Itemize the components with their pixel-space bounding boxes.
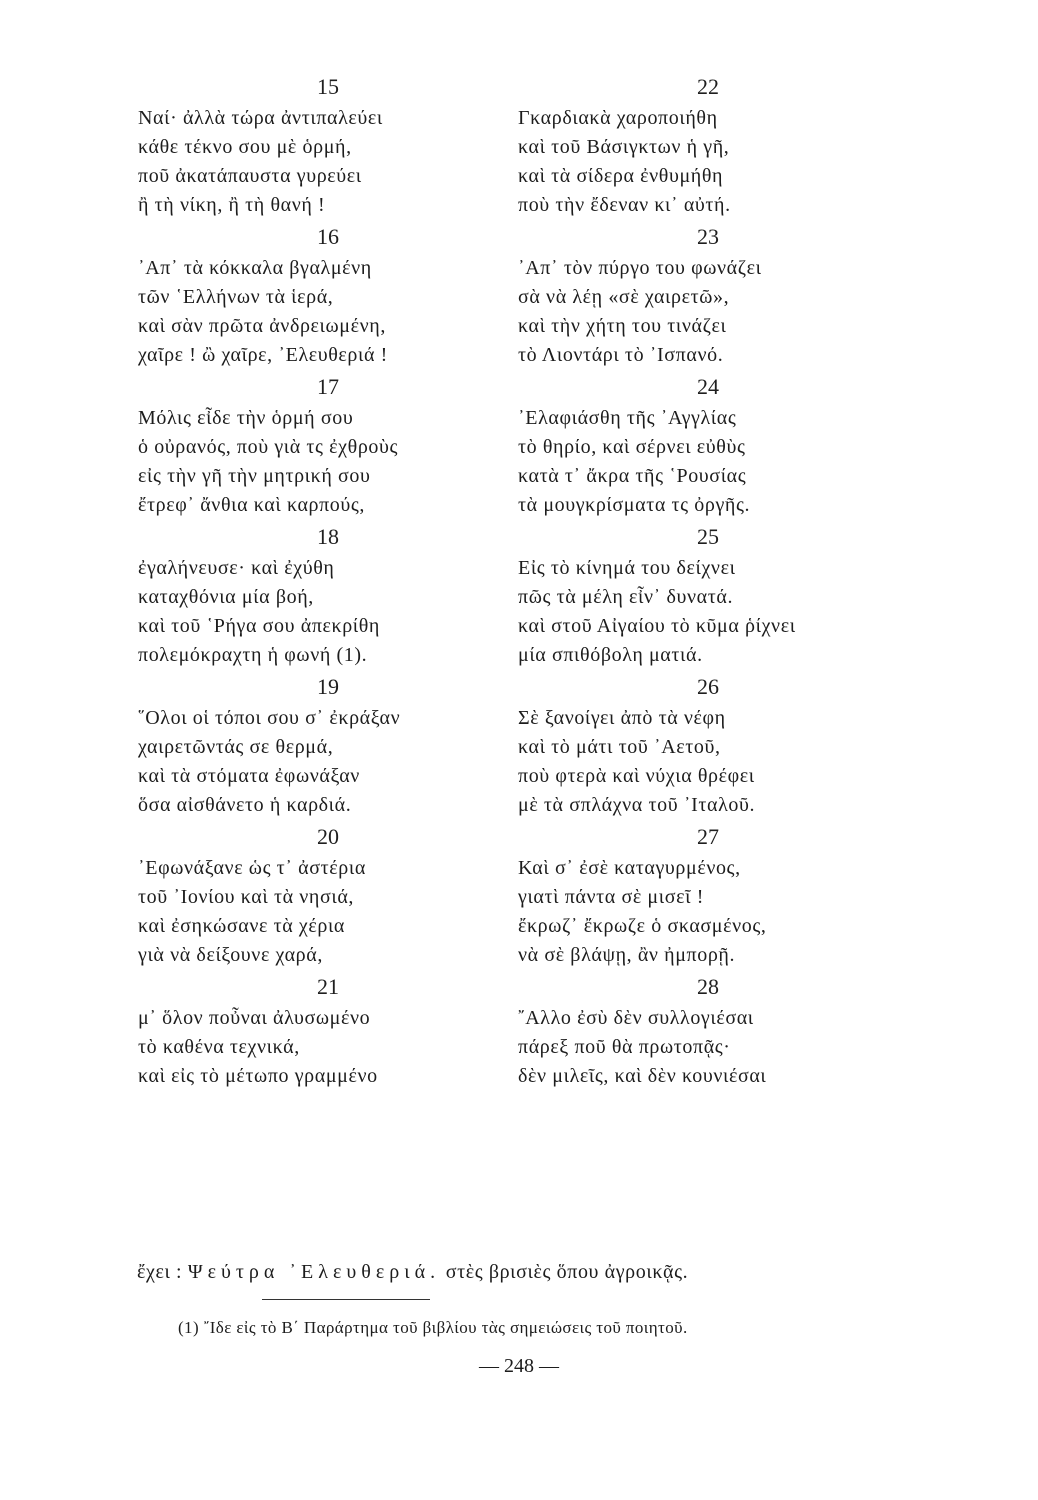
stanza	[138, 670, 518, 820]
stanza-number: 27	[697, 824, 719, 849]
verse-line: καὶ τὰ στόματα ἐφωνάξαν	[138, 765, 360, 787]
stanza	[518, 70, 898, 220]
verse-line: Σὲ ξανοίγει ἀπὸ τὰ νέφη	[518, 707, 726, 729]
verse-line: κατὰ τ᾿ ἄκρα τῆς ῾Ρουσίας	[518, 465, 747, 487]
verse-line: ᾿Απ᾿ τὰ κόκκαλα βγαλμένη	[138, 257, 372, 279]
closing-line-spaced: Ψεύτρα ᾿Ελευθεριά.	[187, 1261, 441, 1283]
stanza-number: 20	[317, 824, 339, 849]
stanza-number: 25	[697, 524, 719, 549]
footnote-divider	[262, 1299, 430, 1300]
verse-line: τὸ θηρίο, καὶ σέρνει εὐθὺς	[518, 436, 746, 458]
verse-line: γιὰ νὰ δείξουνε χαρά,	[138, 944, 323, 966]
stanza	[138, 220, 518, 370]
stanza-number: 24	[697, 374, 719, 399]
stanza-number: 21	[317, 974, 339, 999]
left-column	[138, 70, 518, 1091]
verse-line: σὰ νὰ λέῃ «σὲ χαιρετῶ»,	[518, 286, 730, 308]
stanza-number: 16	[317, 224, 339, 249]
verse-line: καταχθόνια μία βοή,	[138, 586, 314, 608]
stanza-number: 23	[697, 224, 719, 249]
verse-line: δὲν μιλεῖς, καὶ δὲν κουνιέσαι	[518, 1065, 767, 1087]
verse-line: πάρεξ ποῦ θὰ πρωτοπᾷς·	[518, 1036, 731, 1058]
page-number: — 248 —	[479, 1355, 559, 1377]
verse-line: Ναί· ἀλλὰ τώρα ἀντιπαλεύει	[138, 107, 383, 129]
stanza-number: 19	[317, 674, 339, 699]
verse-line: Καὶ σ᾿ ἐσὲ καταγυρμένος,	[518, 857, 741, 879]
verse-line: μία σπιθόβολη ματιά.	[518, 644, 703, 666]
stanza	[138, 970, 518, 1091]
closing-line-start: ἔχει :	[137, 1261, 183, 1283]
closing-line-end: στὲς βρισιὲς ὅπου ἀγροικᾷς.	[445, 1261, 689, 1283]
right-column	[518, 70, 898, 1091]
verse-line: πoὺ τὴν ἔδεναν κι᾿ αὐτή.	[518, 194, 731, 216]
verse-line: ᾿Απ᾿ τὸν πύργο του φωνάζει	[518, 257, 762, 279]
verse-line: τὰ μουγκρίσματα τς ὀργῆς.	[518, 494, 751, 516]
verse-line: κάθε τέκνο σου μὲ ὁρμή,	[138, 136, 352, 158]
verse-line: ᾿Εφωνάξανε ὡς τ᾿ ἀστέρια	[138, 857, 366, 879]
stanza	[518, 970, 898, 1091]
stanza-number: 26	[697, 674, 719, 699]
verse-line: καὶ ἐσηκώσανε τὰ χέρια	[138, 915, 345, 937]
verse-line: καὶ τὴν χήτη του τινάζει	[518, 315, 727, 337]
stanza-number: 18	[317, 524, 339, 549]
verse-line: πῶς τὰ μέλη εἶν᾿ δυνατά.	[518, 586, 734, 608]
verse-line: πολεμόκραχτη ἡ φωνή (1).	[138, 644, 368, 666]
verse-line: τὸ Λιοντάρι τὸ ᾿Ισπανό.	[518, 344, 724, 366]
stanza	[518, 520, 898, 670]
verse-line: καὶ τοῦ Βάσιγκτων ἡ γῆ,	[518, 136, 730, 158]
verse-line: ἔτρεφ᾿ ἄνθια καὶ καρπούς,	[138, 494, 366, 516]
stanza	[518, 370, 898, 520]
verse-line: ᾿Ελαφιάσθη τῆς ᾿Αγγλίας	[518, 407, 737, 429]
verse-line: μὲ τὰ σπλάχνα τοῦ ᾿Ιταλοῦ.	[518, 794, 756, 816]
verse-line: ἐγαλήνευσε· καὶ ἐχύθη	[138, 557, 335, 579]
verse-line: ὅσα αἰσθάνετο ἡ καρδιά.	[138, 794, 352, 816]
stanza	[518, 670, 898, 820]
verse-line: ῎Αλλο ἐσὺ δὲν συλλογιέσαι	[518, 1007, 754, 1029]
footnote: (1) ῎Ιδε εἰς τὸ Β΄ Παράρτημα τοῦ βιβλίου τὰς σημειώσεις τοῦ ποιητοῦ.	[178, 1318, 688, 1337]
stanza	[138, 370, 518, 520]
verse-line: καὶ τοῦ ῾Ρήγα σου ἀπεκρίθη	[138, 615, 380, 637]
verse-line: ὁ οὐρανός, ποὺ γιὰ τς ἐχθροὺς	[138, 436, 399, 458]
stanza-number: 17	[317, 374, 339, 399]
verse-line: τοῦ ᾿Ιονίου καὶ τὰ νησιά,	[138, 886, 355, 908]
verse-line: ποῦ ἀκατάπαυστα γυρεύει	[138, 165, 362, 187]
verse-line: ῞Ολοι οἱ τόποι σου σ᾿ ἐκράξαν	[138, 707, 401, 729]
stanza	[518, 820, 898, 970]
verse-line: Εἰς τὸ κίνημά του δείχνει	[518, 557, 736, 579]
verse-line: καὶ εἰς τὸ μέτωπο γραμμένο	[138, 1065, 378, 1087]
verse-line: ποὺ φτερὰ καὶ νύχια θρέφει	[518, 765, 755, 787]
stanza	[138, 70, 518, 220]
verse-line: καὶ σὰν πρῶτα ἀνδρειωμένη,	[138, 315, 386, 337]
stanza-number: 15	[317, 74, 339, 99]
stanza	[138, 520, 518, 670]
stanza-number: 22	[697, 74, 719, 99]
verse-line: χαιρετῶντάς σε θερμά,	[138, 736, 334, 758]
verse-line: Γκαρδιακὰ χαροποιήθη	[518, 107, 718, 129]
verse-line: τῶν ῾Ελλήνων τὰ ἱερά,	[138, 286, 334, 308]
verse-line: τὸ καθένα τεχνικά,	[138, 1036, 300, 1058]
verse-line: γιατὶ πάντα σὲ μισεῖ !	[518, 886, 704, 908]
verse-line: ἢ τὴ νίκη, ἢ τὴ θανή !	[138, 194, 326, 216]
verse-line: εἰς τὴν γῆ τὴν μητρική σου	[138, 465, 371, 487]
verse-line: καὶ τὸ μάτι τοῦ ᾿Αετοῦ,	[518, 736, 721, 758]
stanza-number: 28	[697, 974, 719, 999]
verse-line: χαῖρε ! ὢ χαῖρε, ᾿Ελευθεριά !	[138, 344, 388, 366]
stanza	[518, 220, 898, 370]
verse-line: καὶ στοῦ Αἰγαίου τὸ κῦμα ῥίχνει	[518, 615, 796, 637]
closing-line	[137, 1258, 688, 1287]
verse-line: Μόλις εἶδε τὴν ὁρμή σου	[138, 407, 354, 429]
verse-line: νὰ σὲ βλάψῃ, ἂν ἠμπορῇ.	[518, 944, 736, 966]
verse-line: μ᾿ ὅλον ποὖναι ἀλυσωμένο	[138, 1007, 371, 1029]
verse-line: καὶ τὰ σίδερα ἐνθυμήθη	[518, 165, 724, 187]
verse-line: ἔκρωζ᾿ ἔκρωζε ὁ σκασμένος,	[518, 915, 767, 937]
stanza	[138, 820, 518, 970]
